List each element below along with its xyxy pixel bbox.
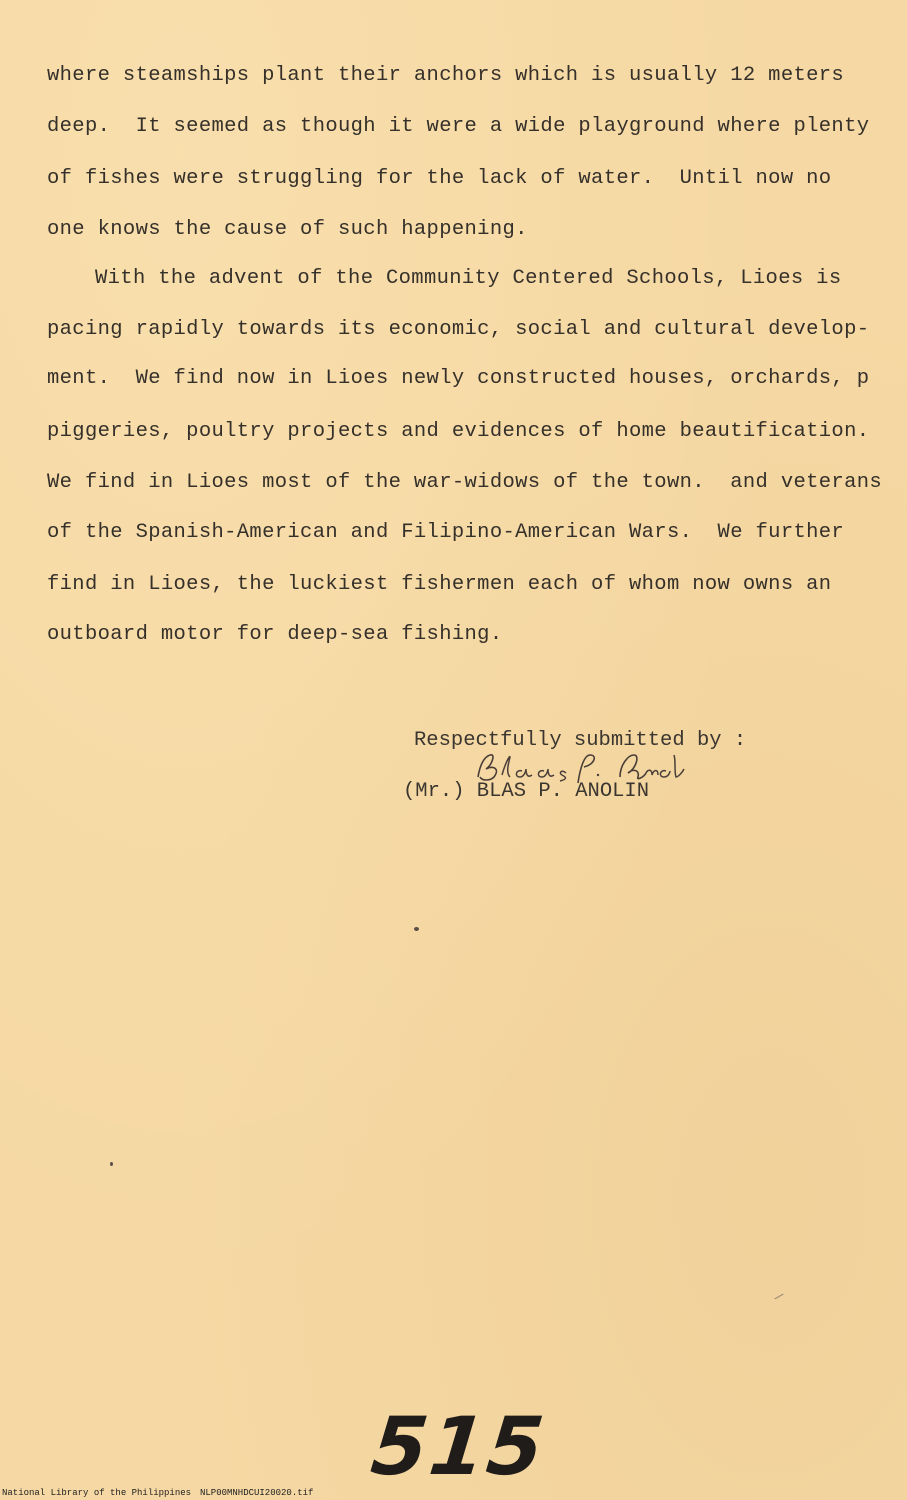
body-line: deep. It seemed as though it were a wide playground where plenty xyxy=(47,115,870,138)
body-line: of fishes were struggling for the lack of water. Until now no xyxy=(47,167,832,190)
paper-speck xyxy=(110,1162,113,1166)
body-line: where steamships plant their anchors which is usually 12 meters xyxy=(47,64,845,87)
submitted-by-label: Respectfully submitted by : xyxy=(414,729,747,752)
paper-speck xyxy=(414,927,419,931)
body-line: find in Lioes, the luckiest fishermen each of whom now owns an xyxy=(47,573,832,596)
footer-library: National Library of the Philippines xyxy=(2,1488,192,1498)
signer-name: (Mr.) BLAS P. ANOLIN xyxy=(403,780,650,803)
paragraph-start-line: With the advent of the Community Centered Schools, Lioes is xyxy=(95,267,842,290)
body-line: one knows the cause of such happening. xyxy=(47,218,528,241)
body-line: outboard motor for deep-sea fishing. xyxy=(47,623,503,646)
paper-mark xyxy=(774,1294,783,1300)
body-line: We find in Lioes most of the war-widows of the town. and veterans xyxy=(47,471,883,494)
footer-filename: NLP00MNHDCUI20020.tif xyxy=(200,1488,314,1498)
body-line: pacing rapidly towards its economic, social and cultural develop- xyxy=(47,318,870,341)
body-line: ment. We find now in Lioes newly constructed houses, orchards, p xyxy=(47,367,870,390)
page-number: 515 xyxy=(367,1400,550,1493)
body-line: of the Spanish-American and Filipino-American Wars. We further xyxy=(47,521,845,544)
body-line: piggeries, poultry projects and evidences of home beautification. xyxy=(47,420,870,443)
